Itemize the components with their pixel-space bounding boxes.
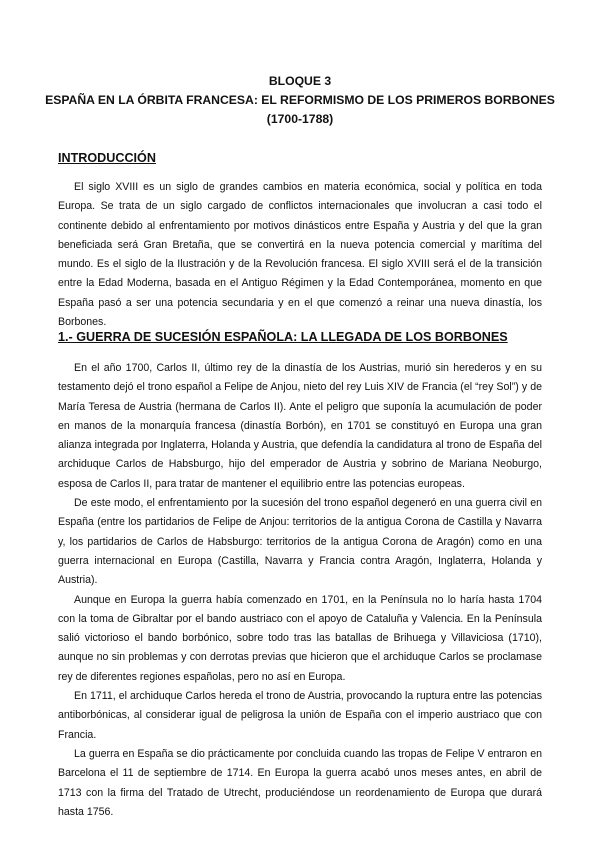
section-1-paragraph: La guerra en España se dio prácticamente por concluida cuando las tropas de Felipe V entraron en Barcelona el 11 de septiembre de 1714. En Europa la guerra acabó unos meses antes, en abril de 1713 con la firma del Tratado de Utrecht, produciéndose un reordenamiento de Europa que durará hasta 1756.	[58, 747, 542, 818]
intro-section	[58, 178, 542, 332]
document-title: ESPAÑA EN LA ÓRBITA FRANCESA: EL REFORMISMO DE LOS PRIMEROS BORBONES	[45, 93, 555, 107]
intro-heading: INTRODUCCIÓN	[58, 151, 156, 165]
section-1-heading: 1.- GUERRA DE SUCESIÓN ESPAÑOLA: LA LLEGADA DE LOS BORBONES	[58, 330, 508, 344]
section-1-paragraph: De este modo, el enfrentamiento por la sucesión del trono español degeneró en una guerra civil en España (entre los partidarios de Felipe de Anjou: territorios de la antigua Corona de Castilla y Navarra y, los partidarios de Carlos de Habsburgo: territorios de la antigua Corona de Aragón) como en una guerra internacional en Europa (Castilla, Navarra y Francia contra Aragón, Inglaterra, Holanda y Austria).	[58, 497, 542, 587]
section-1-body	[58, 359, 542, 822]
date-range: (1700-1788)	[266, 112, 334, 126]
section-1-paragraph: En 1711, el archiduque Carlos hereda el trono de Austria, provocando la ruptura entre las potencias antiborbónicas, al considerar igual de peligrosa la unión de España con el imperio austriaco que con Francia.	[58, 690, 542, 741]
title-block	[0, 72, 600, 129]
section-1-paragraph: En el año 1700, Carlos II, último rey de la dinastía de los Austrias, murió sin herederos y en su testamento dejó el trono español a Felipe de Anjou, nieto del rey Luis XIV de Francia (el “rey Sol”) y de María Teresa de Austria (hermana de Carlos II). Ante el peligro que suponía la acumulación de poder en manos de la monarquía francesa (dinastía Borbón), en 1701 se constituyó en Europa una gran alianza integrada por Inglaterra, Holanda y Austria, que defendía la candidatura al trono de España del archiduque Carlos de Habsburgo, hijo del emperador de Austria y sobrino de Mariana Neoburgo, esposa de Carlos II, para tratar de mantener el equilibrio entre las potencias europeas.	[58, 362, 542, 490]
intro-paragraph: El siglo XVIII es un siglo de grandes cambios en materia económica, social y política en toda Europa. Se trata de un siglo cargado de conflictos internacionales que involucran a casi todo el continente debido al enfrentamiento por motivos dinásticos entre España y Austria y del que la gran beneficiada será Gran Bretaña, que se convertirá en la nueva potencia comercial y marítima del mundo. Es el siglo de la Ilustración y de la Revolución francesa. El siglo XVIII será el de la transición entre la Edad Moderna, basada en el Antiguo Régimen y la Edad Contemporánea, momento en que España pasó a ser una potencia secundaria y en el que comenzó a reinar una nueva dinastía, los Borbones.	[58, 181, 542, 329]
block-label: BLOQUE 3	[268, 74, 332, 88]
section-1-paragraph: Aunque en Europa la guerra había comenzado en 1701, en la Península no lo haría hasta 1704 con la toma de Gibraltar por el bando austriaco con el apoyo de Cataluña y Valencia. En la Península salió victorioso el bando borbónico, sobre todo tras las batallas de Brihuega y Villaviciosa (1710), aunque no sin problemas y con derrotas previas que hicieron que el archiduque Carlos se proclamase rey de diferentes regiones españolas, pero no así en Europa.	[58, 593, 542, 683]
